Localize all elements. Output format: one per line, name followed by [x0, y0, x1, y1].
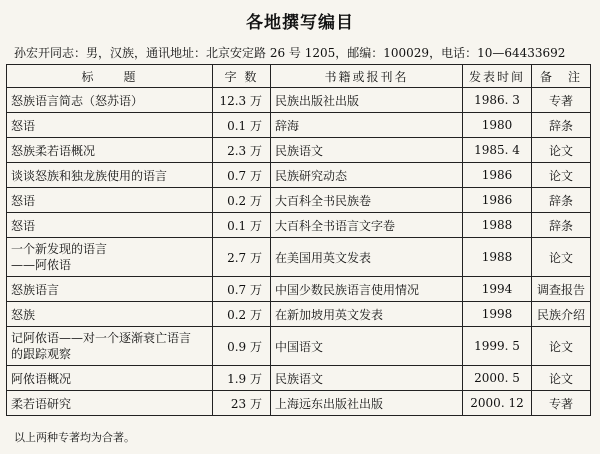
cell-publication: 民族研究动态	[271, 163, 463, 188]
cell-publication: 在新加坡用英文发表	[271, 302, 463, 327]
cell-title-line: 怒语	[11, 193, 36, 208]
cell-note: 辞条	[532, 213, 591, 238]
cell-words: 23 万	[213, 391, 271, 416]
cell-words: 0.1 万	[213, 213, 271, 238]
author-info: 孙宏开同志：男，汉族，通讯地址：北京安定路 26 号 1205，邮编：100029，电话：10—64433692	[14, 46, 566, 60]
cell-title-line: 记阿侬语——对一个逐渐衰亡语言	[11, 331, 192, 345]
page-title: 各地撰写编目	[246, 13, 354, 33]
cell-title	[7, 188, 213, 213]
cell-publication: 上海远东出版社出版	[271, 391, 463, 416]
cell-words: 12.3 万	[213, 88, 271, 113]
cell-words: 2.3 万	[213, 138, 271, 163]
cell-note: 辞条	[532, 113, 591, 138]
cell-note: 专著	[532, 391, 591, 416]
table-row	[7, 366, 591, 391]
table-row	[7, 88, 591, 113]
cell-words: 0.2 万	[213, 188, 271, 213]
cell-publication: 民族语文	[271, 366, 463, 391]
cell-date: 2000. 12	[463, 391, 532, 416]
cell-publication: 大百科全书语言文字卷	[271, 213, 463, 238]
cell-title	[7, 391, 213, 416]
cell-date: 1986	[463, 163, 532, 188]
cell-publication: 民族出版社出版	[271, 88, 463, 113]
cell-title	[7, 138, 213, 163]
footnote: 以上两种专著均为合著。	[14, 431, 135, 444]
cell-date: 1985. 4	[463, 138, 532, 163]
cell-date: 1986	[463, 188, 532, 213]
cell-publication: 中国语文	[271, 327, 463, 366]
cell-publication: 大百科全书民族卷	[271, 188, 463, 213]
cell-date: 1998	[463, 302, 532, 327]
column-header-note: 备 注	[532, 65, 591, 88]
table-row	[7, 138, 591, 163]
cell-note: 论文	[532, 138, 591, 163]
cell-words: 1.9 万	[213, 366, 271, 391]
cell-title-line: 的跟踪观察	[11, 347, 72, 361]
cell-title-line: 怒语	[11, 118, 36, 133]
cell-note: 论文	[532, 163, 591, 188]
table-row	[7, 302, 591, 327]
table-row	[7, 391, 591, 416]
cell-note: 调查报告	[532, 277, 591, 302]
cell-note: 论文	[532, 327, 591, 366]
table-header-row	[7, 65, 591, 88]
cell-words: 0.9 万	[213, 327, 271, 366]
cell-title-line: 怒族语言	[11, 282, 60, 297]
cell-title-line: 柔若语研究	[11, 396, 72, 411]
table-row	[7, 163, 591, 188]
cell-words: 0.7 万	[213, 163, 271, 188]
cell-date: 1988	[463, 213, 532, 238]
cell-note: 论文	[532, 366, 591, 391]
cell-words: 0.1 万	[213, 113, 271, 138]
column-header-words: 字 数	[213, 65, 271, 88]
column-header-publication: 书籍或报刊名	[271, 65, 463, 88]
cell-title-line: 怒语	[11, 218, 36, 233]
cell-title	[7, 213, 213, 238]
cell-note: 民族介绍	[532, 302, 591, 327]
cell-title-line: 怒族	[11, 307, 36, 322]
cell-title	[7, 302, 213, 327]
cell-date: 1994	[463, 277, 532, 302]
cell-title	[7, 88, 213, 113]
cell-title-line: ——阿侬语	[11, 258, 72, 272]
cell-publication: 辞海	[271, 113, 463, 138]
column-header-title: 标 题	[7, 65, 213, 88]
column-header-date: 发表时间	[463, 65, 532, 88]
table-row	[7, 277, 591, 302]
table-row	[7, 213, 591, 238]
cell-title-line: 怒族柔若语概况	[11, 143, 96, 158]
table-row	[7, 327, 591, 366]
table-row	[7, 238, 591, 277]
bibliography-table	[6, 64, 591, 416]
cell-date: 1986. 3	[463, 88, 532, 113]
table-row	[7, 113, 591, 138]
cell-date: 1980	[463, 113, 532, 138]
cell-title	[7, 366, 213, 391]
cell-publication: 在美国用英文发表	[271, 238, 463, 277]
cell-title	[7, 113, 213, 138]
cell-title	[7, 238, 213, 277]
table-body	[7, 88, 591, 416]
cell-note: 专著	[532, 88, 591, 113]
cell-publication: 民族语文	[271, 138, 463, 163]
cell-title-line: 阿侬语概况	[11, 371, 72, 386]
cell-title-line: 谈谈怒族和独龙族使用的语言	[11, 168, 168, 183]
cell-title	[7, 327, 213, 366]
cell-title	[7, 277, 213, 302]
cell-publication: 中国少数民族语言使用情况	[271, 277, 463, 302]
cell-date: 1999. 5	[463, 327, 532, 366]
cell-title-line: 一个新发现的语言	[11, 242, 108, 256]
cell-date: 1988	[463, 238, 532, 277]
cell-date: 2000. 5	[463, 366, 532, 391]
cell-words: 2.7 万	[213, 238, 271, 277]
cell-note: 论文	[532, 238, 591, 277]
cell-words: 0.2 万	[213, 302, 271, 327]
table-row	[7, 188, 591, 213]
cell-words: 0.7 万	[213, 277, 271, 302]
cell-title-line: 怒族语言简志（怒苏语）	[11, 93, 144, 108]
cell-note: 辞条	[532, 188, 591, 213]
cell-title	[7, 163, 213, 188]
